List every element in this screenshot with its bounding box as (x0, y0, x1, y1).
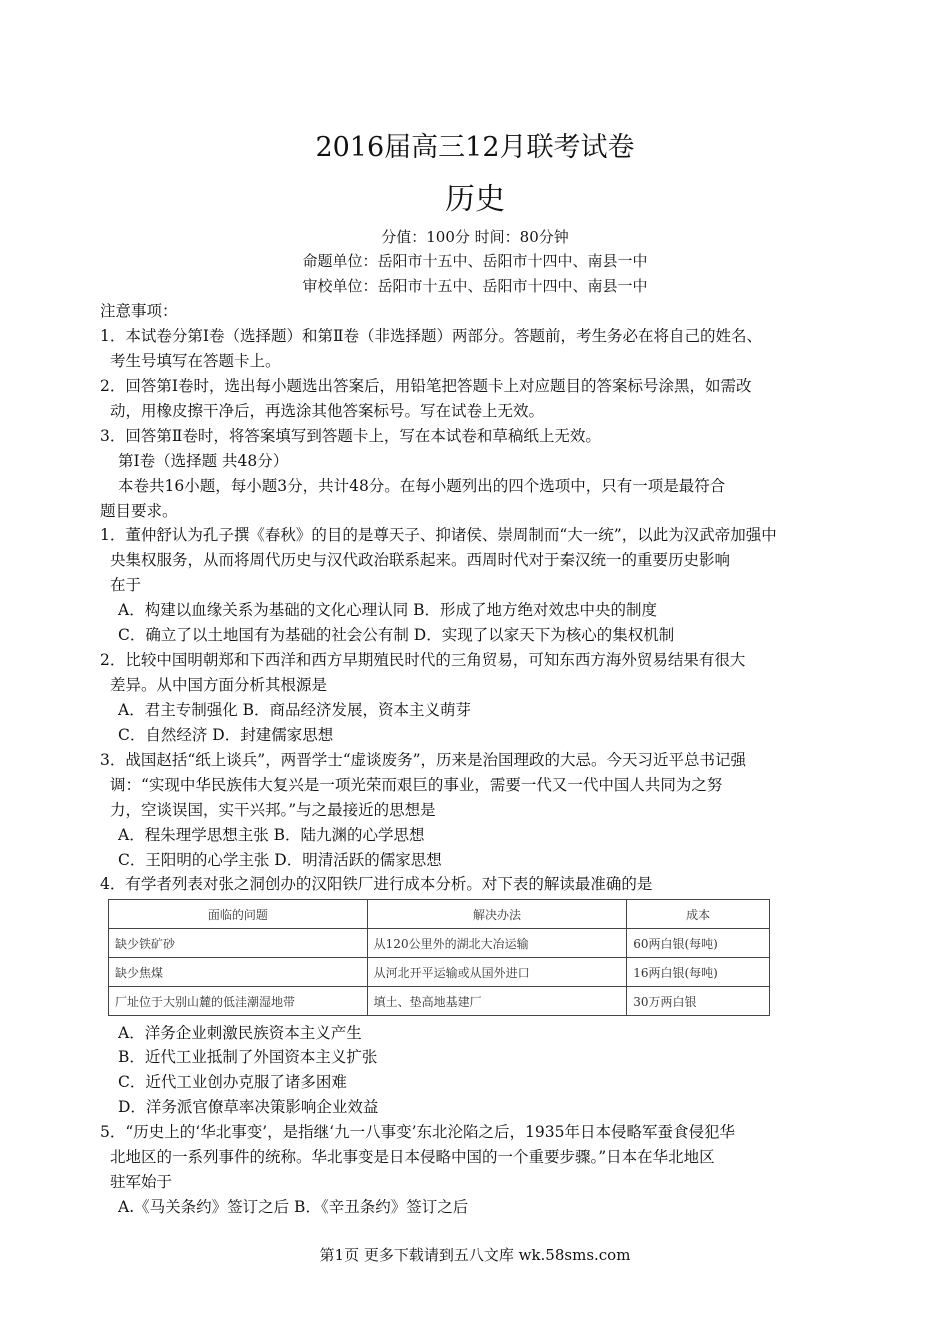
part1-heading: 第I卷（选择题 共48分） (118, 452, 289, 470)
page-footer: 第1页 更多下载请到五八文库 wk.58sms.com (319, 1246, 631, 1264)
reviewer-unit: 审校单位：岳阳市十五中、岳阳市十四中、南县一中 (302, 277, 648, 295)
q5-stem: 5．“历史上的‘华北事变’，是指继‘九一八事变’东北沦陷之后，1935年日本侵略军蚕食侵犯华 (100, 1123, 735, 1141)
table-header: 面临的问题 (109, 900, 368, 929)
table-cell: 60两白银(每吨) (627, 929, 770, 958)
note-2: 2．回答第I卷时，选出每小题选出答案后，用铅笔把答题卡上对应题目的答案标号涂黑，如需改 (100, 377, 752, 395)
q4-option-d: D．洋务派官僚草率决策影响企业效益 (118, 1098, 379, 1116)
notes-heading: 注意事项： (100, 302, 178, 320)
q4-option-a: A．洋务企业刺激民族资本主义产生 (118, 1024, 362, 1042)
table-header: 解决办法 (367, 900, 627, 929)
note-1: 1．本试卷分第I卷（选择题）和第Ⅱ卷（非选择题）两部分。答题前，考生务必在将自己的姓名、 (100, 327, 763, 345)
q2-options-ab: A．君主专制强化 B．商品经济发展，资本主义萌芽 (118, 701, 472, 719)
exam-title: 2016届高三12月联考试卷 (315, 132, 635, 163)
table-cell: 16两白银(每吨) (627, 958, 770, 987)
q4-option-c: C．近代工业创办克服了诸多困难 (118, 1073, 347, 1091)
note-2-cont: 动，用橡皮擦干净后，再选涂其他答案标号。写在试卷上无效。 (110, 402, 545, 420)
q2-stem-cont: 差异。从中国方面分析其根源是 (110, 676, 328, 694)
score-time: 分值：100分 时间：80分钟 (381, 228, 569, 246)
table-row (109, 958, 770, 987)
table-cell: 厂址位于大别山麓的低洼潮湿地带 (109, 987, 368, 1016)
q1-options-cd: C．确立了以土地国有为基础的社会公有制 D．实现了以家天下为核心的集权机制 (118, 626, 675, 644)
table-cell: 从120公里外的湖北大冶运输 (367, 929, 627, 958)
q5-options-ab: A.《马关条约》签订之后 B．《辛丑条约》签订之后 (118, 1198, 469, 1216)
q3-stem: 3．战国赵括“纸上谈兵”，两晋学士“虚谈废务”，历来是治国理政的大忌。今天习近平总书记强 (100, 751, 747, 769)
q2-stem: 2．比较中国明朝郑和下西洋和西方早期殖民时代的三角贸易，可知东西方海外贸易结果有很大 (100, 651, 746, 669)
table-cell: 缺少焦煤 (109, 958, 368, 987)
part1-intro-cont: 题目要求。 (100, 502, 178, 520)
table-header-row (109, 900, 770, 929)
q5-stem-cont: 北地区的一系列事件的统称。华北事变是日本侵略中国的一个重要步骤。”日本在华北地区 (110, 1148, 715, 1166)
cost-table (108, 899, 770, 1016)
q1-stem-cont2: 在于 (110, 576, 142, 594)
table-cell: 30万两白银 (627, 987, 770, 1016)
note-1-cont: 考生号填写在答题卡上。 (110, 352, 281, 370)
table-header: 成本 (627, 900, 770, 929)
table-cell: 缺少铁矿砂 (109, 929, 368, 958)
q4-stem: 4．有学者列表对张之洞创办的汉阳铁厂进行成本分析。对下表的解读最准确的是 (100, 875, 653, 893)
table-cell: 从河北开平运输或从国外进口 (367, 958, 627, 987)
setter-unit: 命题单位：岳阳市十五中、岳阳市十四中、南县一中 (302, 252, 648, 270)
q4-option-b: B．近代工业抵制了外国资本主义扩张 (118, 1048, 378, 1066)
table-row (109, 929, 770, 958)
part1-intro: 本卷共16小题，每小题3分，共计48分。在每小题列出的四个选项中，只有一项是最符合 (118, 477, 726, 495)
table-row (109, 987, 770, 1016)
q1-stem-cont: 央集权服务，从而将周代历史与汉代政治联系起来。西周时代对于秦汉统一的重要历史影响 (110, 551, 731, 569)
q3-options-cd: C．王阳明的心学主张 D．明清活跃的儒家思想 (118, 851, 442, 869)
q2-options-cd: C．自然经济 D．封建儒家思想 (118, 726, 334, 744)
q1-stem: 1．董仲舒认为孔子撰《春秋》的目的是尊天子、抑诸侯、崇周制而“大一统”，以此为汉武帝加强中 (100, 526, 777, 544)
q3-stem-cont: 调：“实现中华民族伟大复兴是一项光荣而艰巨的事业，需要一代又一代中国人共同为之努 (110, 776, 723, 794)
note-3: 3．回答第Ⅱ卷时，将答案填写到答题卡上，写在本试卷和草稿纸上无效。 (100, 427, 601, 445)
q3-stem-cont2: 力，空谈误国，实干兴邦。”与之最接近的思想是 (110, 801, 436, 819)
table-cell: 填土、垫高地基建厂 (367, 987, 627, 1016)
q5-stem-cont2: 驻军始于 (110, 1173, 173, 1191)
q3-options-ab: A．程朱理学思想主张 B．陆九渊的心学思想 (118, 826, 425, 844)
q1-options-ab: A．构建以血缘关系为基础的文化心理认同 B．形成了地方绝对效忠中央的制度 (118, 601, 658, 619)
subject-title: 历史 (445, 182, 505, 217)
